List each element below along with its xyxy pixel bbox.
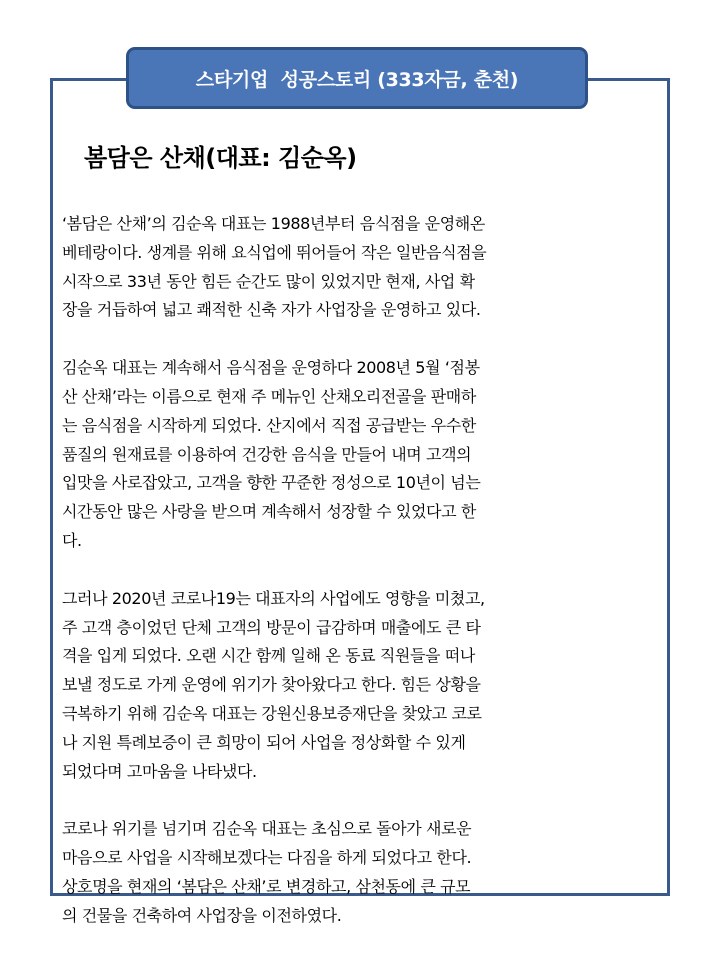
text-line: ‘봄담은 산채’의 김순옥 대표는 1988년부터 음식점을 운영해온 xyxy=(62,214,485,233)
text-line: 입맛을 사로잡았고, 고객을 향한 꾸준한 정성으로 10년이 넘는 xyxy=(62,473,481,493)
banner-title: 스타기업 성공스토리 (333자금, 춘천) xyxy=(195,68,519,91)
text-line: 되었다며 고마움을 나타냈다. xyxy=(62,761,257,781)
text-line: 상호명을 현재의 ‘봄담은 산채’로 변경하고, 삼천동에 큰 규모 xyxy=(62,876,471,896)
text-line: 베테랑이다. 생계를 위해 요식업에 뛰어들어 작은 일반음식점을 xyxy=(62,242,487,262)
paragraph-1 xyxy=(62,210,662,325)
text-line: 품질의 원재료를 이용하여 건강한 음식을 만들어 내며 고객의 xyxy=(62,444,472,464)
text-line: 의 건물을 건축하여 사업장을 이전하였다. xyxy=(62,905,342,925)
text-line: 나 지원 특례보증이 큰 희망이 되어 사업을 정상화할 수 있게 xyxy=(62,732,466,752)
text-line: 장을 거듭하여 넓고 쾌적한 신축 자가 사업장을 운영하고 있다. xyxy=(62,300,481,320)
text-line: 김순옥 대표는 계속해서 음식점을 운영하다 2008년 5월 ‘점봉 xyxy=(62,358,480,378)
text-line: 그러나 2020년 코로나19는 대표자의 사업에도 영향을 미쳤고, xyxy=(62,588,485,608)
paragraph-3 xyxy=(62,585,662,787)
title-banner xyxy=(126,47,588,109)
text-line: 시간동안 많은 사랑을 받으며 계속해서 성장할 수 있었다고 한 xyxy=(62,502,476,522)
paragraph-2 xyxy=(62,354,662,556)
text-line: 마음으로 사업을 시작해보겠다는 다짐을 하게 되었다고 한다. xyxy=(62,848,472,868)
story-body xyxy=(62,210,662,960)
paragraph-4 xyxy=(62,815,662,930)
text-line: 주 고객 층이었던 단체 고객의 방문이 급감하며 매출에도 큰 타 xyxy=(62,617,481,637)
story-heading: 봄담은 산채(대표: 김순옥) xyxy=(84,144,357,172)
text-line: 극복하기 위해 김순옥 대표는 강원신용보증재단을 찾았고 코로 xyxy=(62,703,482,723)
text-line: 산 산채’라는 이름으로 현재 주 메뉴인 산채오리전골을 판매하 xyxy=(62,386,476,406)
text-line: 격을 입게 되었다. 오랜 시간 함께 일해 온 동료 직원들을 떠나 xyxy=(62,646,475,666)
text-line: 보낼 정도로 가게 운영에 위기가 찾아왔다고 한다. 힘든 상황을 xyxy=(62,675,481,695)
text-line: 는 음식점을 시작하게 되었다. 산지에서 직접 공급받는 우수한 xyxy=(62,415,476,435)
text-line: 코로나 위기를 넘기며 김순옥 대표는 초심으로 돌아가 새로운 xyxy=(62,819,472,839)
text-line: 다. xyxy=(62,530,82,550)
text-line: 시작으로 33년 동안 힘든 순간도 많이 있었지만 현재, 사업 확 xyxy=(62,271,475,291)
